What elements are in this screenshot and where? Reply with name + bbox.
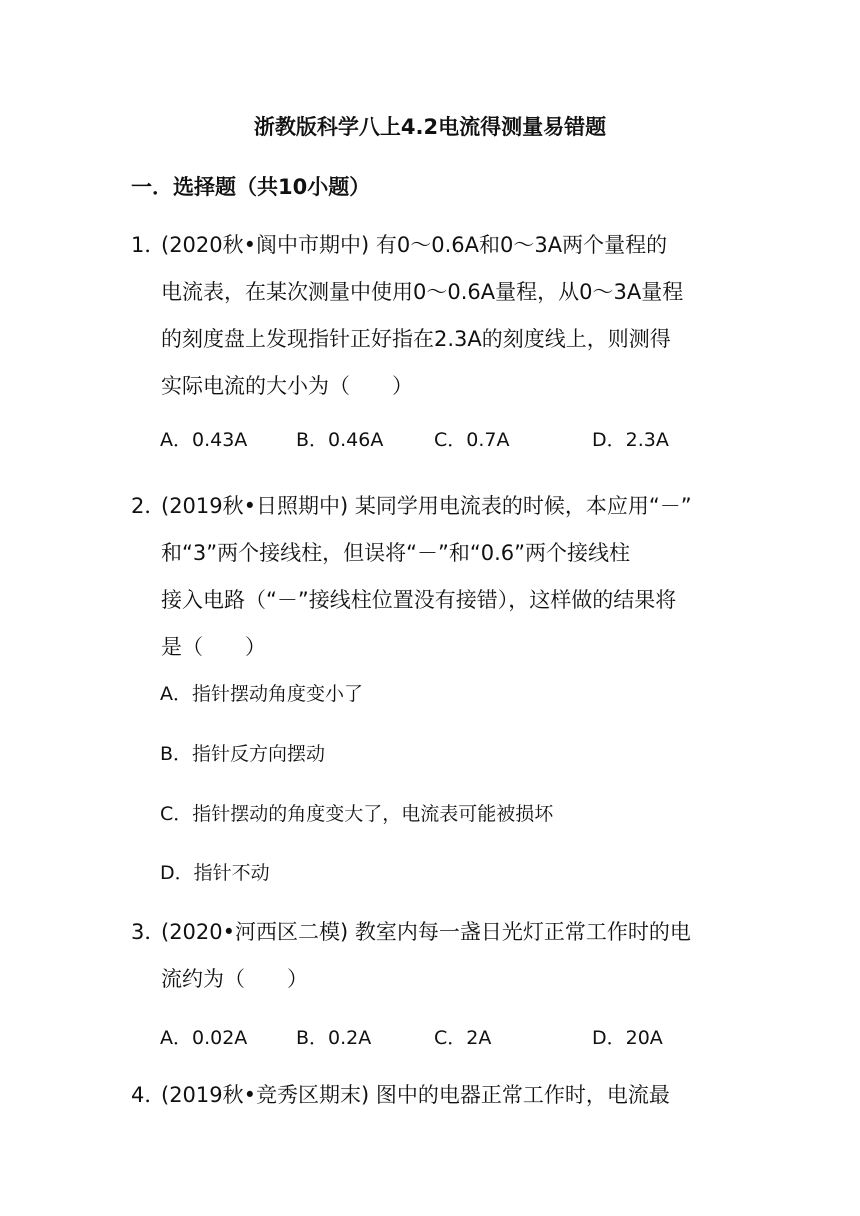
option-d: D．2.3A (592, 429, 669, 451)
option-a: A．0.02A (160, 1027, 248, 1049)
question-line: 4．(2019秋•竞秀区期末) 图中的电器正常工作时，电流最 (131, 1072, 741, 1119)
question-line: 和“3”两个接线柱，但误将“－”和“0.6”两个接线柱 (161, 541, 631, 565)
option-d: D．20A (592, 1027, 663, 1049)
option-c: C．指针摆动的角度变大了，电流表可能被损坏 (160, 803, 554, 825)
option-b: B．0.2A (296, 1027, 372, 1049)
question-4 (131, 1072, 741, 1119)
option-b: B．0.46A (296, 429, 384, 451)
question-line: 3．(2020•河西区二模) 教室内每一盏日光灯正常工作时的电 (131, 909, 741, 956)
question-line: 的刻度盘上发现指针正好指在2.3A的刻度线上，则测得 (161, 327, 671, 351)
option-c: C．2A (434, 1027, 492, 1049)
question-line: 接入电路（“－”接线柱位置没有接错），这样做的结果将 (161, 588, 677, 612)
section-heading: 一．选择题（共10小题） (131, 175, 371, 199)
question-number: 2． (131, 494, 166, 518)
question-line: 1．(2020秋•阆中市期中) 有0～0.6A和0～3A两个量程的 (131, 222, 741, 269)
option-a: A．指针摆动角度变小了 (160, 683, 363, 705)
question-number: 3． (131, 920, 166, 944)
question-1-options (160, 425, 669, 455)
question-line: 电流表，在某次测量中使用0～0.6A量程，从0～3A量程 (161, 280, 684, 304)
option-b: B．指针反方向摆动 (160, 743, 326, 765)
option-d: D．指针不动 (160, 862, 270, 884)
option-c: C．0.7A (434, 429, 510, 451)
question-1 (131, 222, 741, 410)
question-3-options (160, 1023, 663, 1053)
option-a: A．0.43A (160, 429, 248, 451)
question-number: 4． (131, 1083, 166, 1107)
question-line: 2．(2019秋•日照期中) 某同学用电流表的时候，本应用“－” (131, 483, 741, 530)
question-2 (131, 483, 741, 671)
document-title: 浙教版科学八上4.2电流得测量易错题 (253, 115, 607, 139)
question-number: 1． (131, 233, 166, 257)
question-line: 实际电流的大小为（ ） (161, 374, 413, 398)
question-3 (131, 909, 741, 1003)
question-line: 是（ ） (161, 635, 266, 659)
question-line: 流约为（ ） (161, 967, 308, 991)
